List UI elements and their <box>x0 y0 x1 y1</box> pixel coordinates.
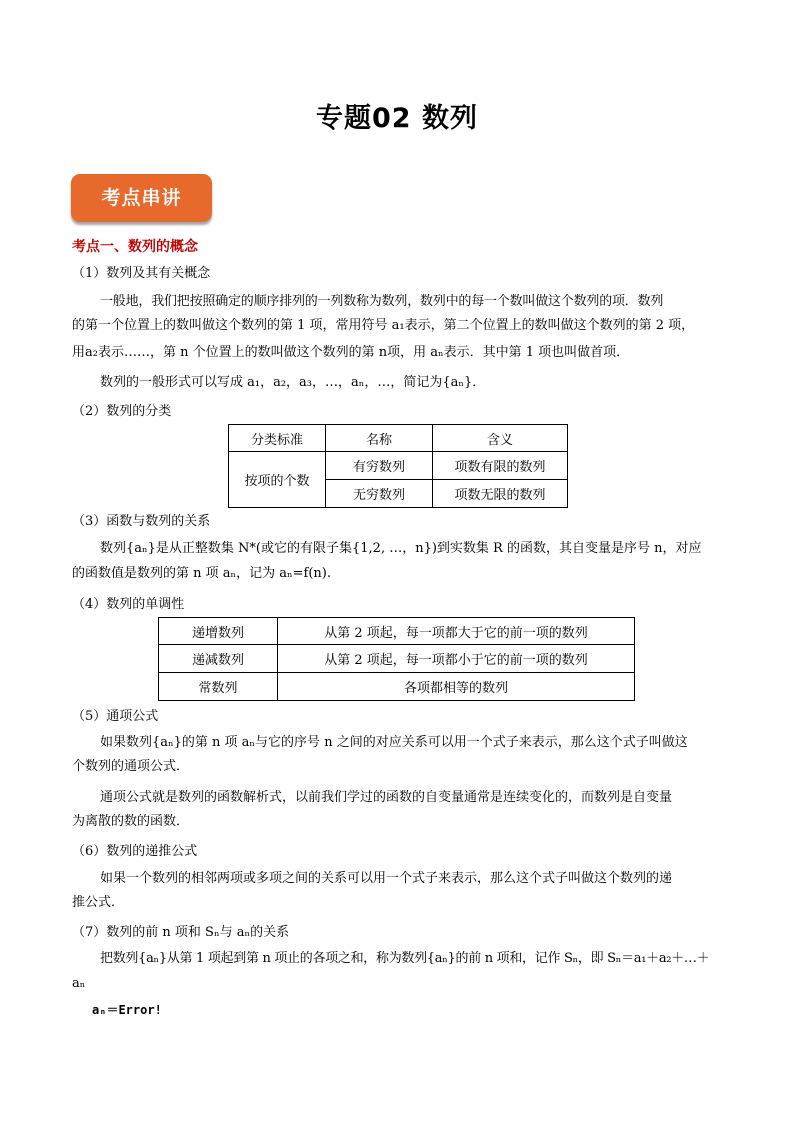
table-cell: 从第 2 项起，每一项都小于它的前一项的数列 <box>278 645 635 673</box>
table-cell: 有穷数列 <box>326 452 433 480</box>
subheading-2: （2）数列的分类 <box>72 404 172 419</box>
paragraph-7a: 把数列{aₙ}从第 1 项起到第 n 项止的各项之和，称为数列{aₙ}的前 n 项和，记作 Sₙ，即 Sₙ＝a₁＋a₂＋…＋ <box>100 951 710 966</box>
table-cell: 项数无限的数列 <box>433 480 568 508</box>
table-cell: 常数列 <box>159 673 278 701</box>
classification-table <box>228 424 568 508</box>
subheading-4: （4）数列的单调性 <box>72 597 185 612</box>
subheading-7: （7）数列的前 n 项和 Sₙ与 aₙ的关系 <box>72 925 290 940</box>
table-cell: 递增数列 <box>159 618 278 645</box>
paragraph-1b: 的第一个位置上的数叫做这个数列的第 1 项，常用符号 a₁表示，第二个位置上的数叫做这个数列的第 2 项， <box>72 318 695 333</box>
paragraph-2: 数列的一般形式可以写成 a₁，a₂，a₃，…，aₙ，…，简记为{aₙ}． <box>100 375 486 390</box>
paragraph-3a: 数列{aₙ}是从正整数集 N*(或它的有限子集{1,2, …，n})到实数集 R 的函数，其自变量是序号 n，对应 <box>100 541 702 556</box>
table-header: 含义 <box>433 425 568 452</box>
table-header: 分类标准 <box>229 425 326 452</box>
paragraph-6a: 如果一个数列的相邻两项或多项之间的关系可以用一个式子来表示，那么这个式子叫做这个数列的递 <box>100 871 673 886</box>
monotonicity-table <box>158 617 635 701</box>
paragraph-5b: 个数列的通项公式． <box>72 759 190 774</box>
paragraph-3b: 的函数值是数列的第 n 项 aₙ，记为 aₙ=f(n). <box>72 566 332 581</box>
paragraph-7b: aₙ <box>72 976 86 991</box>
table-cell: 按项的个数 <box>229 452 326 508</box>
formula-error: aₙ＝Error! <box>92 1003 162 1017</box>
subheading-6: （6）数列的递推公式 <box>72 844 198 859</box>
section-badge: 考点串讲 <box>71 174 212 222</box>
table-cell: 项数有限的数列 <box>433 452 568 480</box>
table-cell: 无穷数列 <box>326 480 433 508</box>
paragraph-1c: 用a₂表示……，第 n 个位置上的数叫做这个数列的第 n项，用 aₙ表示．其中第 1 项也叫做首项． <box>72 345 630 360</box>
paragraph-6b: 推公式． <box>72 895 125 910</box>
table-cell: 从第 2 项起，每一项都大于它的前一项的数列 <box>278 618 635 645</box>
paragraph-5a: 如果数列{aₙ}的第 n 项 aₙ与它的序号 n 之间的对应关系可以用一个式子来表示，那么这个式子叫做这 <box>100 735 688 750</box>
table-cell: 各项都相等的数列 <box>278 673 635 701</box>
section-heading: 考点一、数列的概念 <box>72 239 198 255</box>
subheading-3: （3）函数与数列的关系 <box>72 514 211 529</box>
table-cell: 递减数列 <box>159 645 278 673</box>
paragraph-1a: 一般地，我们把按照确定的顺序排列的一列数称为数列，数列中的每一个数叫做这个数列的项．数列 <box>100 294 664 309</box>
paragraph-5c: 通项公式就是数列的函数解析式，以前我们学过的函数的自变量通常是连续变化的，而数列是自变量 <box>100 790 673 805</box>
paragraph-5d: 为离散的数的函数． <box>72 814 190 829</box>
subheading-1: （1）数列及其有关概念 <box>72 266 211 281</box>
subheading-5: （5）通项公式 <box>72 709 159 724</box>
table-header: 名称 <box>326 425 433 452</box>
page-title: 专题02 数列 <box>316 103 478 134</box>
